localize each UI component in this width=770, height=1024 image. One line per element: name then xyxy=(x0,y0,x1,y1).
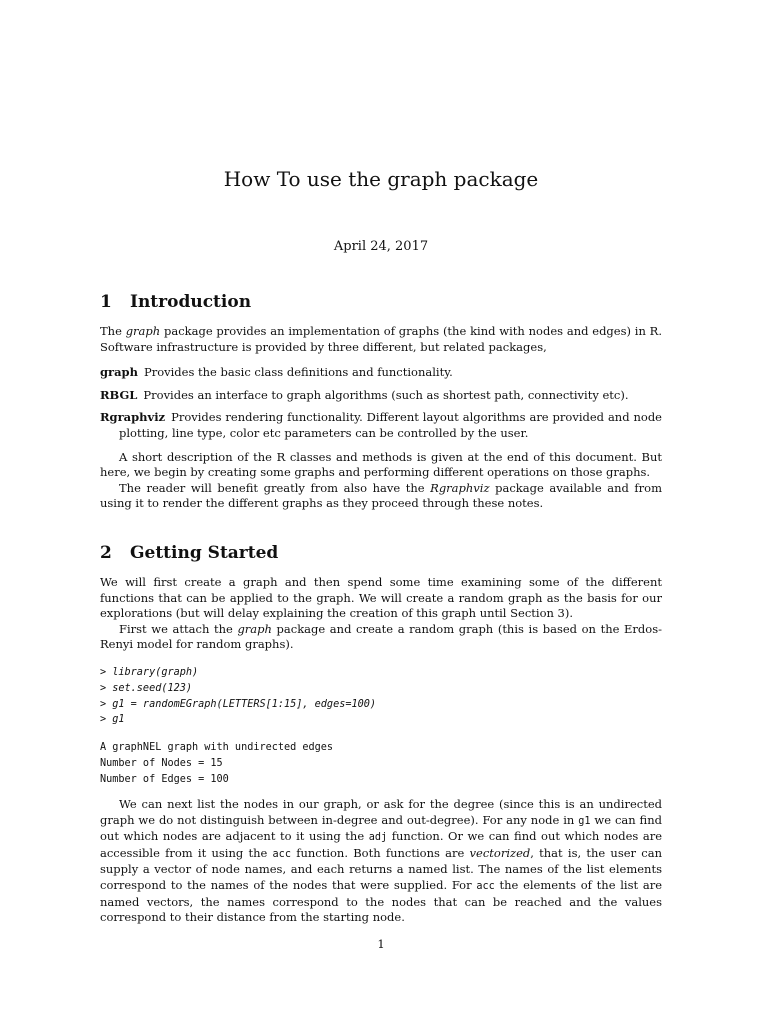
section-number: 2 xyxy=(100,543,112,563)
output-line: A graphNEL graph with undirected edges xyxy=(100,742,334,753)
intro-paragraph: The reader will benefit greatly from also have the Rgraphviz package available and from using it to render the different graphs as they proceed through these notes. xyxy=(100,480,662,511)
intro-paragraph: The graph package provides an implementation of graphs (the kind with nodes and edges) in R. Software infrastructure is provided by three different, but related packages, xyxy=(100,324,662,354)
intro-paragraph: A short description of the R classes and methods is given at the end of this document. But here, we begin by creating some graphs and performing different operations on those graphs. xyxy=(100,449,662,480)
code-line: > g1 xyxy=(100,714,125,726)
output-line: Number of Edges = 100 xyxy=(100,773,229,785)
description-term: graph xyxy=(100,365,138,380)
description-term: RBGL xyxy=(100,387,138,402)
package-name: Rgraphviz xyxy=(430,480,490,495)
section-title: Introduction xyxy=(130,292,252,312)
output-line: Number of Nodes = 15 xyxy=(100,757,223,769)
code-output-block xyxy=(100,740,662,787)
emphasis: vectorized xyxy=(469,845,531,860)
description-term: Rgraphviz xyxy=(100,410,166,425)
package-name: graph xyxy=(125,324,161,338)
page-number: 1 xyxy=(377,937,385,951)
description-item-rgraphviz: Rgraphviz Provides rendering functionality. Different layout algorithms are provided and node plotting, line type, color etc parameters can be controlled by the user. xyxy=(100,410,662,440)
inline-code: g1 xyxy=(578,815,591,827)
code-line: > library(graph) xyxy=(100,667,199,678)
description-item-rbgl: RBGL Provides an interface to graph algorithms (such as shortest path, connectivity etc). xyxy=(100,387,629,402)
body-paragraph: First we attach the graph package and create a random graph (this is based on the Erdos-Renyi model for random graphs). xyxy=(100,621,662,652)
package-name: graph xyxy=(237,621,272,636)
description-item-graph: graph Provides the basic class definitions and functionality. xyxy=(100,365,453,380)
inline-code: acc xyxy=(272,848,291,860)
inline-code: adj xyxy=(368,832,388,844)
body-paragraph: We will first create a graph and then spend some time examining some of the different functions that can be applied to the graph. We will create a random graph as the basis for our explorations (but will delay explaining the creation of this graph until Section 3). xyxy=(100,575,662,621)
code-line: > g1 = randomEGraph(LETTERS[1:15], edges=100) xyxy=(100,698,377,710)
body-paragraph: We can next list the nodes in our graph, or ask for the degree (since this is an undirected graph we do not distinguish between in-degree and out-degree). For any node in g1 we can find out which nodes are adjacent to it using the adj function. Or we can find out which nodes are accessible from it using the acc function. Both functions are vectorized, that is, the user can supply a vector of node names, and each returns a named list. The names of the list elements correspond to the names of the nodes that were supplied. For acc the elements of the list are named vectors, the names correspond to the nodes that can be reached and the values correspond to their distance from the starting node. xyxy=(100,797,663,925)
section-number: 1 xyxy=(100,292,112,312)
nodes-paragraph-block xyxy=(100,797,662,926)
section-title: Getting Started xyxy=(130,543,279,563)
document-title: How To use the graph package xyxy=(223,167,539,191)
section-heading-getting-started xyxy=(100,542,662,564)
section-heading-introduction xyxy=(100,291,662,313)
getting-started-body xyxy=(100,575,662,653)
inline-code: acc xyxy=(476,880,495,892)
code-input-block xyxy=(100,665,662,728)
code-line: > set.seed(123) xyxy=(100,682,193,694)
document-date: April 24, 2017 xyxy=(333,239,429,254)
introduction-body xyxy=(100,324,662,512)
